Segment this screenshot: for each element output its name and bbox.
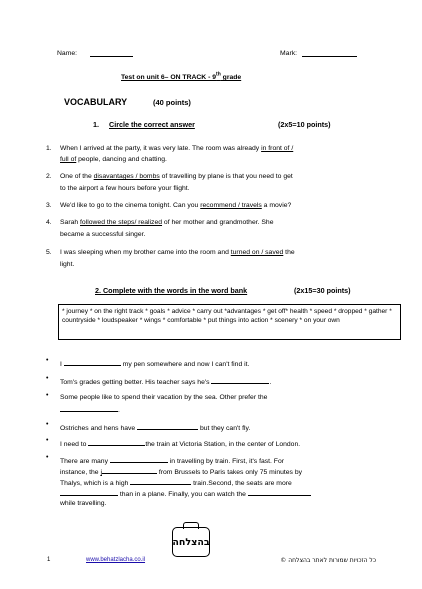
section1-number: 1. xyxy=(93,120,99,129)
website-link[interactable]: www.behatzlacha.co.il xyxy=(86,557,146,563)
bullet-icon: • xyxy=(46,357,49,364)
q1-option[interactable]: in front of / xyxy=(261,145,294,152)
answer-blank-4[interactable] xyxy=(137,422,198,430)
fill-sentence-4: Ostriches and hens have but they can't fly. xyxy=(60,422,250,433)
bullet-icon: • xyxy=(46,421,49,428)
q2-number: 2. xyxy=(46,173,52,180)
answer-blank-10[interactable] xyxy=(248,488,311,496)
fill-paragraph-line2: instance, the j from Brussels to Paris takes only 75 minutes by xyxy=(60,466,302,477)
q4-line2: became a successful singer. xyxy=(60,231,146,238)
page-number: 1 xyxy=(47,557,51,563)
q1-option-2[interactable]: full of xyxy=(60,156,77,163)
q1-line1: When I arrived at the party, it was very late. The room was already in front of / xyxy=(60,145,294,152)
word-bank: * journey * on the right track * goals * advice * carry out *advantages * get off* health * speed * dropped * gather * countryside * loudspeaker * wings * comfortable * put things into action * scenery * on your own xyxy=(58,304,401,340)
bullet-icon: • xyxy=(46,437,49,444)
q3-line1: We'd like to go to the cinema tonight. Can you recommend / travels a movie? xyxy=(60,202,292,209)
section1-title: Circle the correct answer xyxy=(109,120,195,129)
test-title: Test on unit 6– ON TRACK - 9th grade xyxy=(121,71,242,81)
answer-blank-3[interactable] xyxy=(60,404,118,412)
fill-paragraph-line3: Thalys, which is a high train.Second, the seats are more xyxy=(60,477,292,488)
behatzlacha-logo: בהצלחה xyxy=(172,527,210,557)
mark-field[interactable] xyxy=(302,49,357,57)
section2-title: 2. Complete with the words in the word bank xyxy=(95,286,248,295)
q3-number: 3. xyxy=(46,202,52,209)
fill-sentence-1: I my pen somewhere and now I can't find it. xyxy=(60,358,249,369)
section2-points: (2x15=30 points) xyxy=(294,286,351,295)
answer-blank-2[interactable] xyxy=(211,376,269,384)
answer-blank-1[interactable] xyxy=(64,358,121,366)
fill-sentence-3: Some people like to spend their vacation by the sea. Other prefer the xyxy=(60,394,268,401)
q2-option[interactable]: disavantages / bombs xyxy=(93,173,160,180)
q5-number: 5. xyxy=(46,249,52,256)
bullet-icon: • xyxy=(46,454,49,461)
bullet-icon: • xyxy=(46,375,49,382)
q5-line1: I was sleeping when my brother came into the room and turned on / saved the xyxy=(60,249,295,256)
section1-points: (2x5=10 points) xyxy=(278,120,331,129)
q1-number: 1. xyxy=(46,145,52,152)
answer-blank-6[interactable] xyxy=(110,455,168,463)
fill-sentence-2: Tom's grades getting better. His teacher says he's . xyxy=(60,376,271,387)
fill-paragraph-line5: while travelling. xyxy=(60,500,107,507)
answer-blank-5[interactable] xyxy=(88,438,145,446)
answer-blank-8[interactable] xyxy=(130,477,191,485)
vocabulary-heading: VOCABULARY xyxy=(64,97,128,107)
vocabulary-points: (40 points) xyxy=(153,98,191,107)
fill-paragraph-line4: than in a plane. Finally, you can watch the xyxy=(60,488,311,499)
q1-line2: full of people, dancing and chatting. xyxy=(60,156,167,163)
name-field[interactable] xyxy=(90,49,133,57)
q5-option[interactable]: turned on / saved xyxy=(230,249,284,256)
mark-label: Mark: xyxy=(280,50,297,57)
bullet-icon: • xyxy=(46,392,49,399)
q4-option[interactable]: followed the steps/ realized xyxy=(80,219,163,226)
name-label: Name: xyxy=(57,50,78,57)
answer-blank-9[interactable] xyxy=(60,488,118,496)
answer-blank-7[interactable] xyxy=(102,466,157,474)
q2-line2: to the airport a few hours before your flight. xyxy=(60,185,190,192)
fill-sentence-3-cont: . xyxy=(60,404,120,415)
q3-option[interactable]: recommend / travels xyxy=(200,202,262,209)
q4-line1: Sarah followed the steps/ realized of her mother and grandmother. She xyxy=(60,219,274,226)
q4-number: 4. xyxy=(46,219,52,226)
q2-line1: One of the disavantages / bombs of travelling by plane is that you need to get xyxy=(60,173,293,180)
q5-line2: light. xyxy=(60,261,75,268)
fill-sentence-5: I need to the train at Victoria Station, in the center of London. xyxy=(60,438,300,449)
copyright-notice: כל הזכויות שמורות לאתר בהצלחה © xyxy=(280,557,376,564)
fill-paragraph-line1: There are many in travelling by train. First, it's fast. For xyxy=(60,455,284,466)
